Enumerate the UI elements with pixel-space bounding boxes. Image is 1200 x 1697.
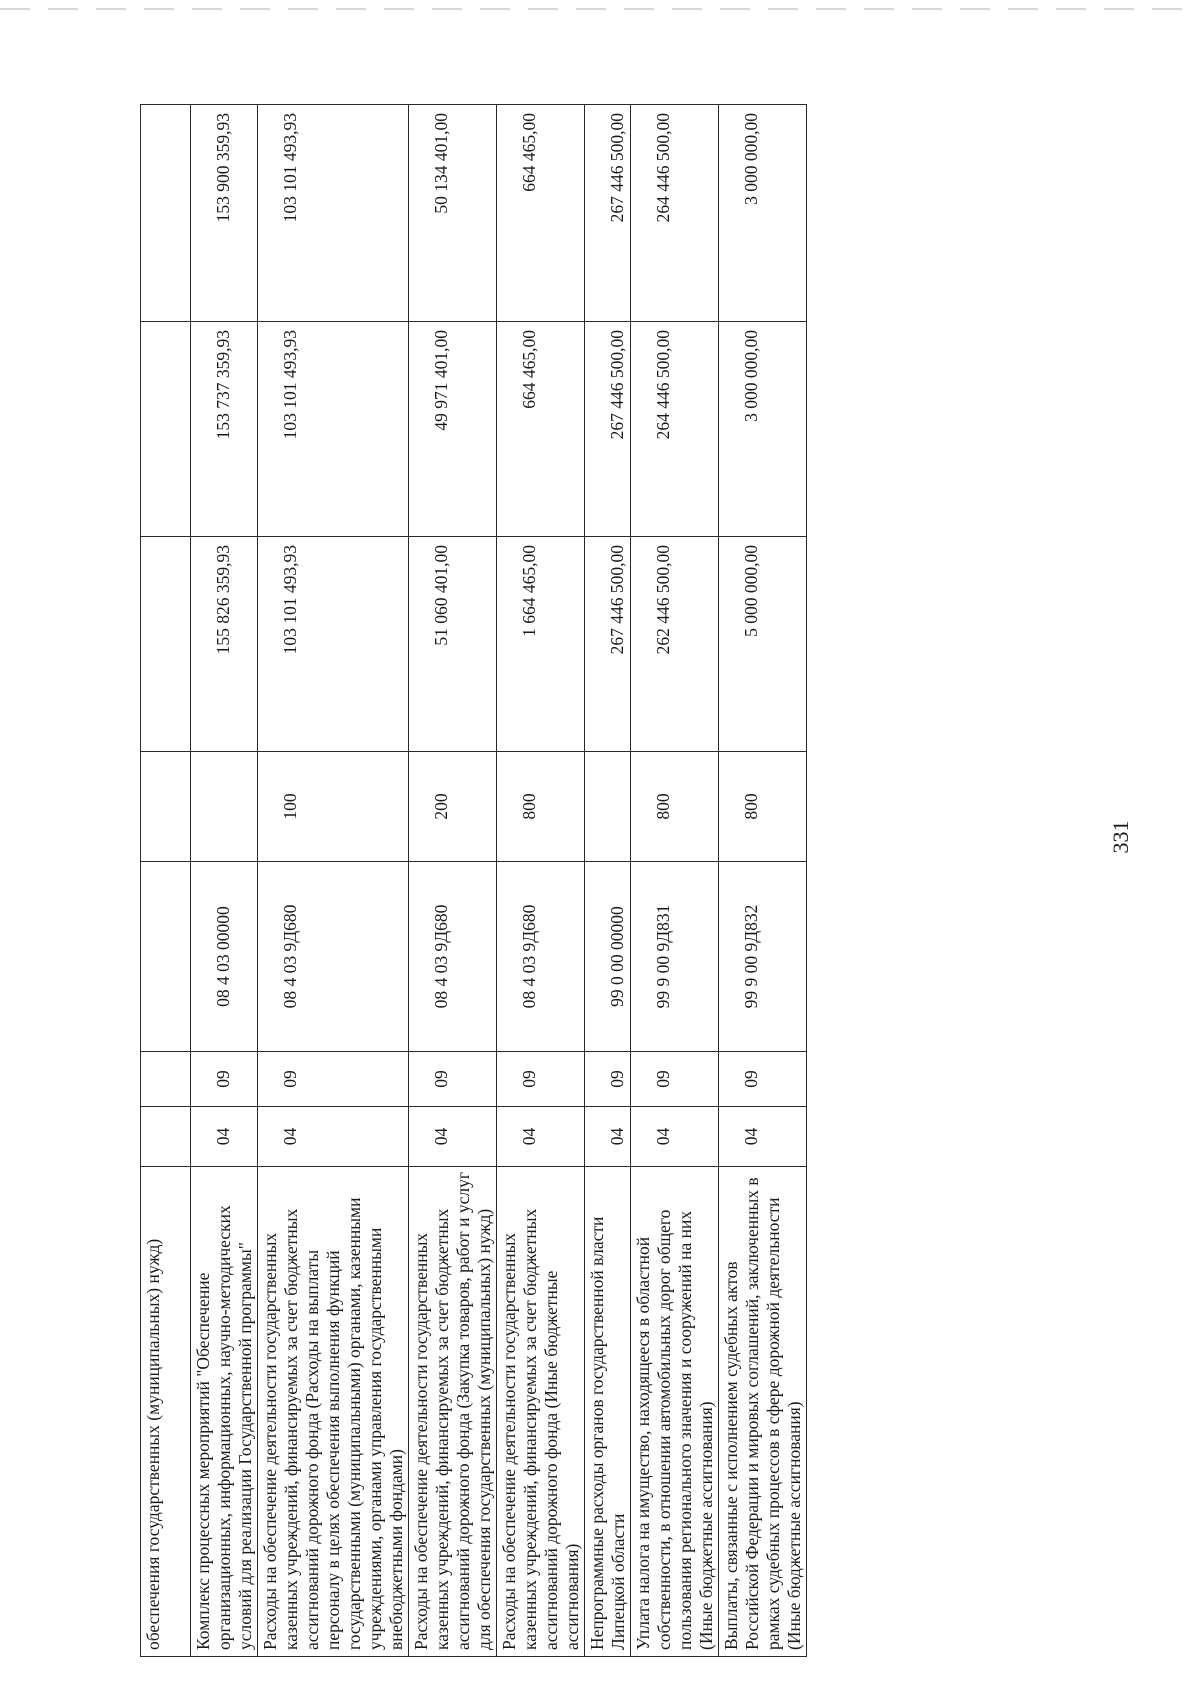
expense-type-cell: 800: [497, 752, 585, 862]
amount-year1-cell: 155 826 359,93: [191, 537, 258, 752]
expense-name-cell: Выплаты, связанные с исполнением судебных актов Российской Федерации и мировых соглашений, заключенных в рамках судебных процессов в сфере дорожной деятельности (Иные бюджетные ассигнования): [719, 1167, 807, 1657]
expense-name-cell: Непрограммные расходы органов государственной власти Липецкой области: [585, 1167, 631, 1657]
amount-year3-cell: 264 446 500,00: [631, 105, 719, 322]
amount-year1-cell: 51 060 401,00: [409, 537, 497, 752]
target-article-cell: 08 4 03 9Д680: [409, 862, 497, 1052]
target-article-cell: 08 4 03 9Д680: [497, 862, 585, 1052]
amount-year3-cell: 103 101 493,93: [258, 105, 409, 322]
table-row: [719, 105, 807, 1657]
expense-name-cell: Уплата налога на имущество, находящееся в областной собственности, в отношении автомобильных дорог общего пользования регионального значения и сооружений на них (Иные бюджетные ассигнования): [631, 1167, 719, 1657]
expense-name-cell: Расходы на обеспечение деятельности государственных казенных учреждений, финансируемых за счет бюджетных ассигнований дорожного фонда (Расходы на выплаты персоналу в целях обеспечения выполнения функций государственными (муниципальными) органами, казенными учреждениями, органами управления государственными внебюджетными фондами): [258, 1167, 409, 1657]
subsection-code-cell: 09: [409, 1052, 497, 1107]
subsection-code-cell: 09: [258, 1052, 409, 1107]
expense-type-cell: 800: [631, 752, 719, 862]
table-row: [409, 105, 497, 1657]
section-code-cell: 04: [719, 1107, 807, 1167]
table-row: [497, 105, 585, 1657]
expense-type-cell: 200: [409, 752, 497, 862]
amount-year3-cell: 153 900 359,93: [191, 105, 258, 322]
expense-type-cell: [585, 752, 631, 862]
subsection-code-cell: 09: [585, 1052, 631, 1107]
table-row: [141, 105, 191, 1657]
budget-table: [140, 104, 807, 1657]
table-row: [631, 105, 719, 1657]
amount-year3-cell: [141, 105, 191, 322]
amount-year3-cell: 3 000 000,00: [719, 105, 807, 322]
table-row: [585, 105, 631, 1657]
target-article-cell: [141, 862, 191, 1052]
expense-type-cell: [141, 752, 191, 862]
amount-year2-cell: 664 465,00: [497, 322, 585, 537]
amount-year2-cell: [141, 322, 191, 537]
amount-year1-cell: [141, 537, 191, 752]
target-article-cell: 99 0 00 00000: [585, 862, 631, 1052]
amount-year1-cell: 103 101 493,93: [258, 537, 409, 752]
section-code-cell: [141, 1107, 191, 1167]
table-row: [191, 105, 258, 1657]
section-code-cell: 04: [191, 1107, 258, 1167]
expense-name-cell: Расходы на обеспечение деятельности государственных казенных учреждений, финансируемых за счет бюджетных ассигнований дорожного фонда (Иные бюджетные ассигнования): [497, 1167, 585, 1657]
section-code-cell: 04: [585, 1107, 631, 1167]
amount-year2-cell: 103 101 493,93: [258, 322, 409, 537]
subsection-code-cell: 09: [719, 1052, 807, 1107]
target-article-cell: 08 4 03 9Д680: [258, 862, 409, 1052]
section-code-cell: 04: [409, 1107, 497, 1167]
expense-name-cell: Расходы на обеспечение деятельности государственных казенных учреждений, финансируемых за счет бюджетных ассигнований дорожного фонда (Закупка товаров, работ и услуг для обеспечения государственных (муниципальных) нужд): [409, 1167, 497, 1657]
amount-year3-cell: 50 134 401,00: [409, 105, 497, 322]
subsection-code-cell: 09: [497, 1052, 585, 1107]
amount-year2-cell: 153 737 359,93: [191, 322, 258, 537]
amount-year3-cell: 664 465,00: [497, 105, 585, 322]
section-code-cell: 04: [258, 1107, 409, 1167]
page-number: 331: [1108, 820, 1133, 854]
amount-year3-cell: 267 446 500,00: [585, 105, 631, 322]
amount-year1-cell: 1 664 465,00: [497, 537, 585, 752]
amount-year2-cell: 3 000 000,00: [719, 322, 807, 537]
expense-type-cell: 800: [719, 752, 807, 862]
expense-name-cell: Комплекс процессных мероприятий "Обеспечение организационных, информационных, научно-методических условий для реализации Государственной программы": [191, 1167, 258, 1657]
target-article-cell: 08 4 03 00000: [191, 862, 258, 1052]
section-code-cell: 04: [631, 1107, 719, 1167]
section-code-cell: 04: [497, 1107, 585, 1167]
subsection-code-cell: [141, 1052, 191, 1107]
subsection-code-cell: 09: [191, 1052, 258, 1107]
expense-name-cell: обеспечения государственных (муниципальных) нужд): [141, 1167, 191, 1657]
subsection-code-cell: 09: [631, 1052, 719, 1107]
amount-year2-cell: 267 446 500,00: [585, 322, 631, 537]
amount-year1-cell: 262 446 500,00: [631, 537, 719, 752]
amount-year1-cell: 267 446 500,00: [585, 537, 631, 752]
amount-year1-cell: 5 000 000,00: [719, 537, 807, 752]
amount-year2-cell: 264 446 500,00: [631, 322, 719, 537]
target-article-cell: 99 9 00 9Д832: [719, 862, 807, 1052]
expense-type-cell: [191, 752, 258, 862]
amount-year2-cell: 49 971 401,00: [409, 322, 497, 537]
expense-type-cell: 100: [258, 752, 409, 862]
target-article-cell: 99 9 00 9Д831: [631, 862, 719, 1052]
table-row: [258, 105, 409, 1657]
